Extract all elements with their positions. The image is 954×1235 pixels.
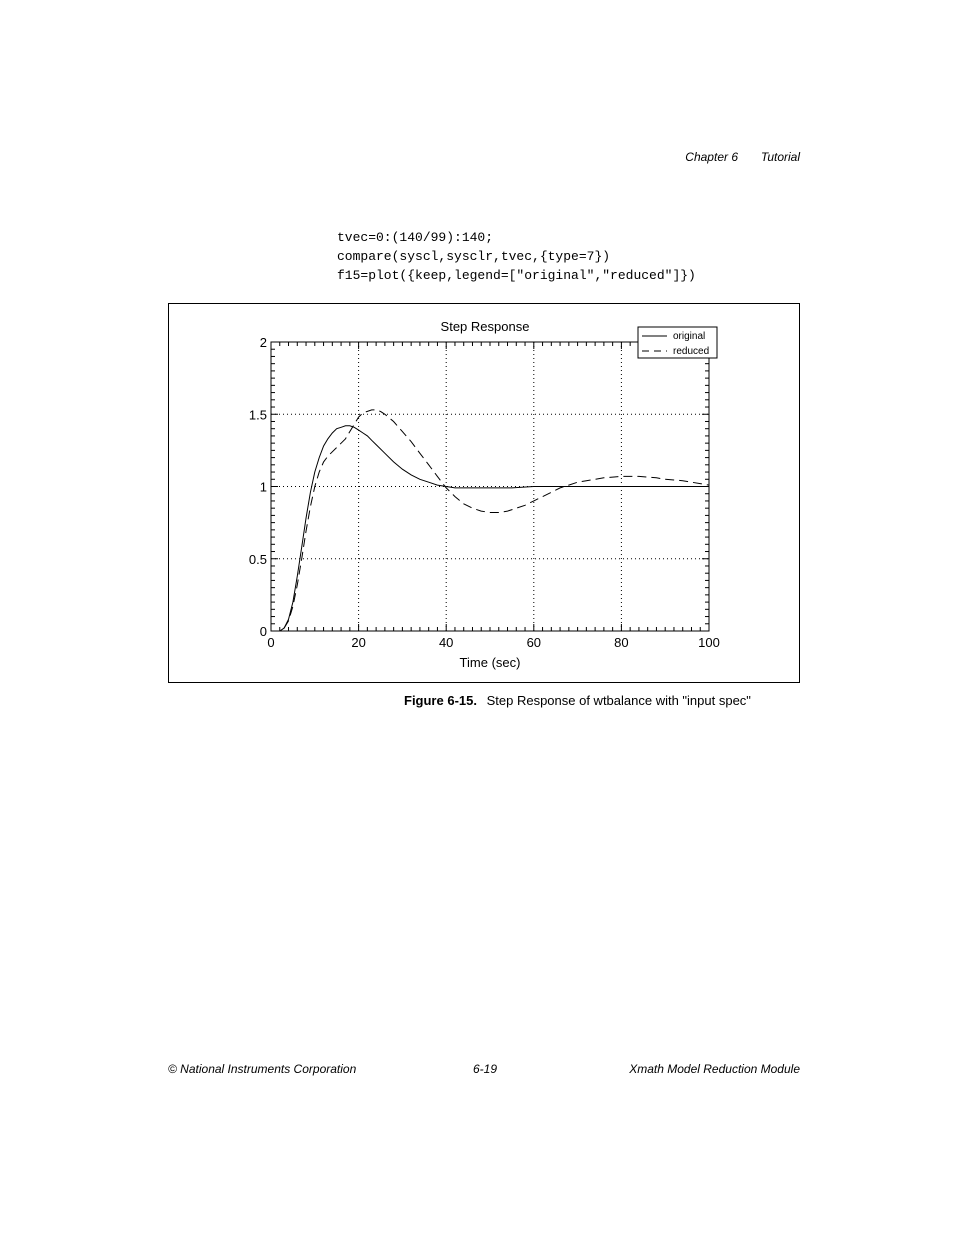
page-number: 6-19 xyxy=(473,1062,498,1076)
series-line-original xyxy=(271,426,709,631)
running-header xyxy=(0,150,800,166)
x-tick-label: 40 xyxy=(438,635,454,650)
code-block xyxy=(337,228,696,285)
y-tick-label: 1 xyxy=(259,479,267,495)
y-tick-label: 2 xyxy=(259,335,267,350)
x-tick-label: 0 xyxy=(267,635,275,650)
code-line: f15=plot({keep,legend=["original","reduced"]}) xyxy=(337,268,696,283)
figure-number: Figure 6-15. xyxy=(404,693,477,708)
legend-label-original: original xyxy=(673,331,706,342)
y-tick-label: 1.5 xyxy=(248,407,267,423)
header-section: Tutorial xyxy=(760,150,800,164)
x-axis-label: Time (sec) xyxy=(459,655,521,670)
y-tick-label: 0.5 xyxy=(248,551,267,567)
step-response-chart xyxy=(169,304,799,682)
footer-right: Xmath Model Reduction Module xyxy=(629,1062,800,1076)
figure-caption-text: Step Response of wtbalance with "input spec" xyxy=(486,693,751,708)
x-tick-label: 20 xyxy=(351,635,366,650)
figure-caption xyxy=(404,693,751,708)
footer-left: © National Instruments Corporation xyxy=(168,1062,357,1076)
code-line: compare(syscl,sysclr,tvec,{type=7}) xyxy=(337,249,611,264)
legend-label-reduced: reduced xyxy=(673,346,710,357)
series-line-reduced xyxy=(271,410,709,631)
x-tick-label: 100 xyxy=(698,635,720,650)
legend xyxy=(638,327,717,358)
code-line: tvec=0:(140/99):140; xyxy=(337,230,494,245)
chart-title: Step Response xyxy=(440,319,530,334)
header-chapter: Chapter 6 xyxy=(685,150,738,164)
y-tick-label: 0 xyxy=(259,624,267,639)
x-tick-label: 80 xyxy=(614,635,629,650)
figure-frame xyxy=(168,303,800,683)
x-tick-label: 60 xyxy=(526,635,542,650)
